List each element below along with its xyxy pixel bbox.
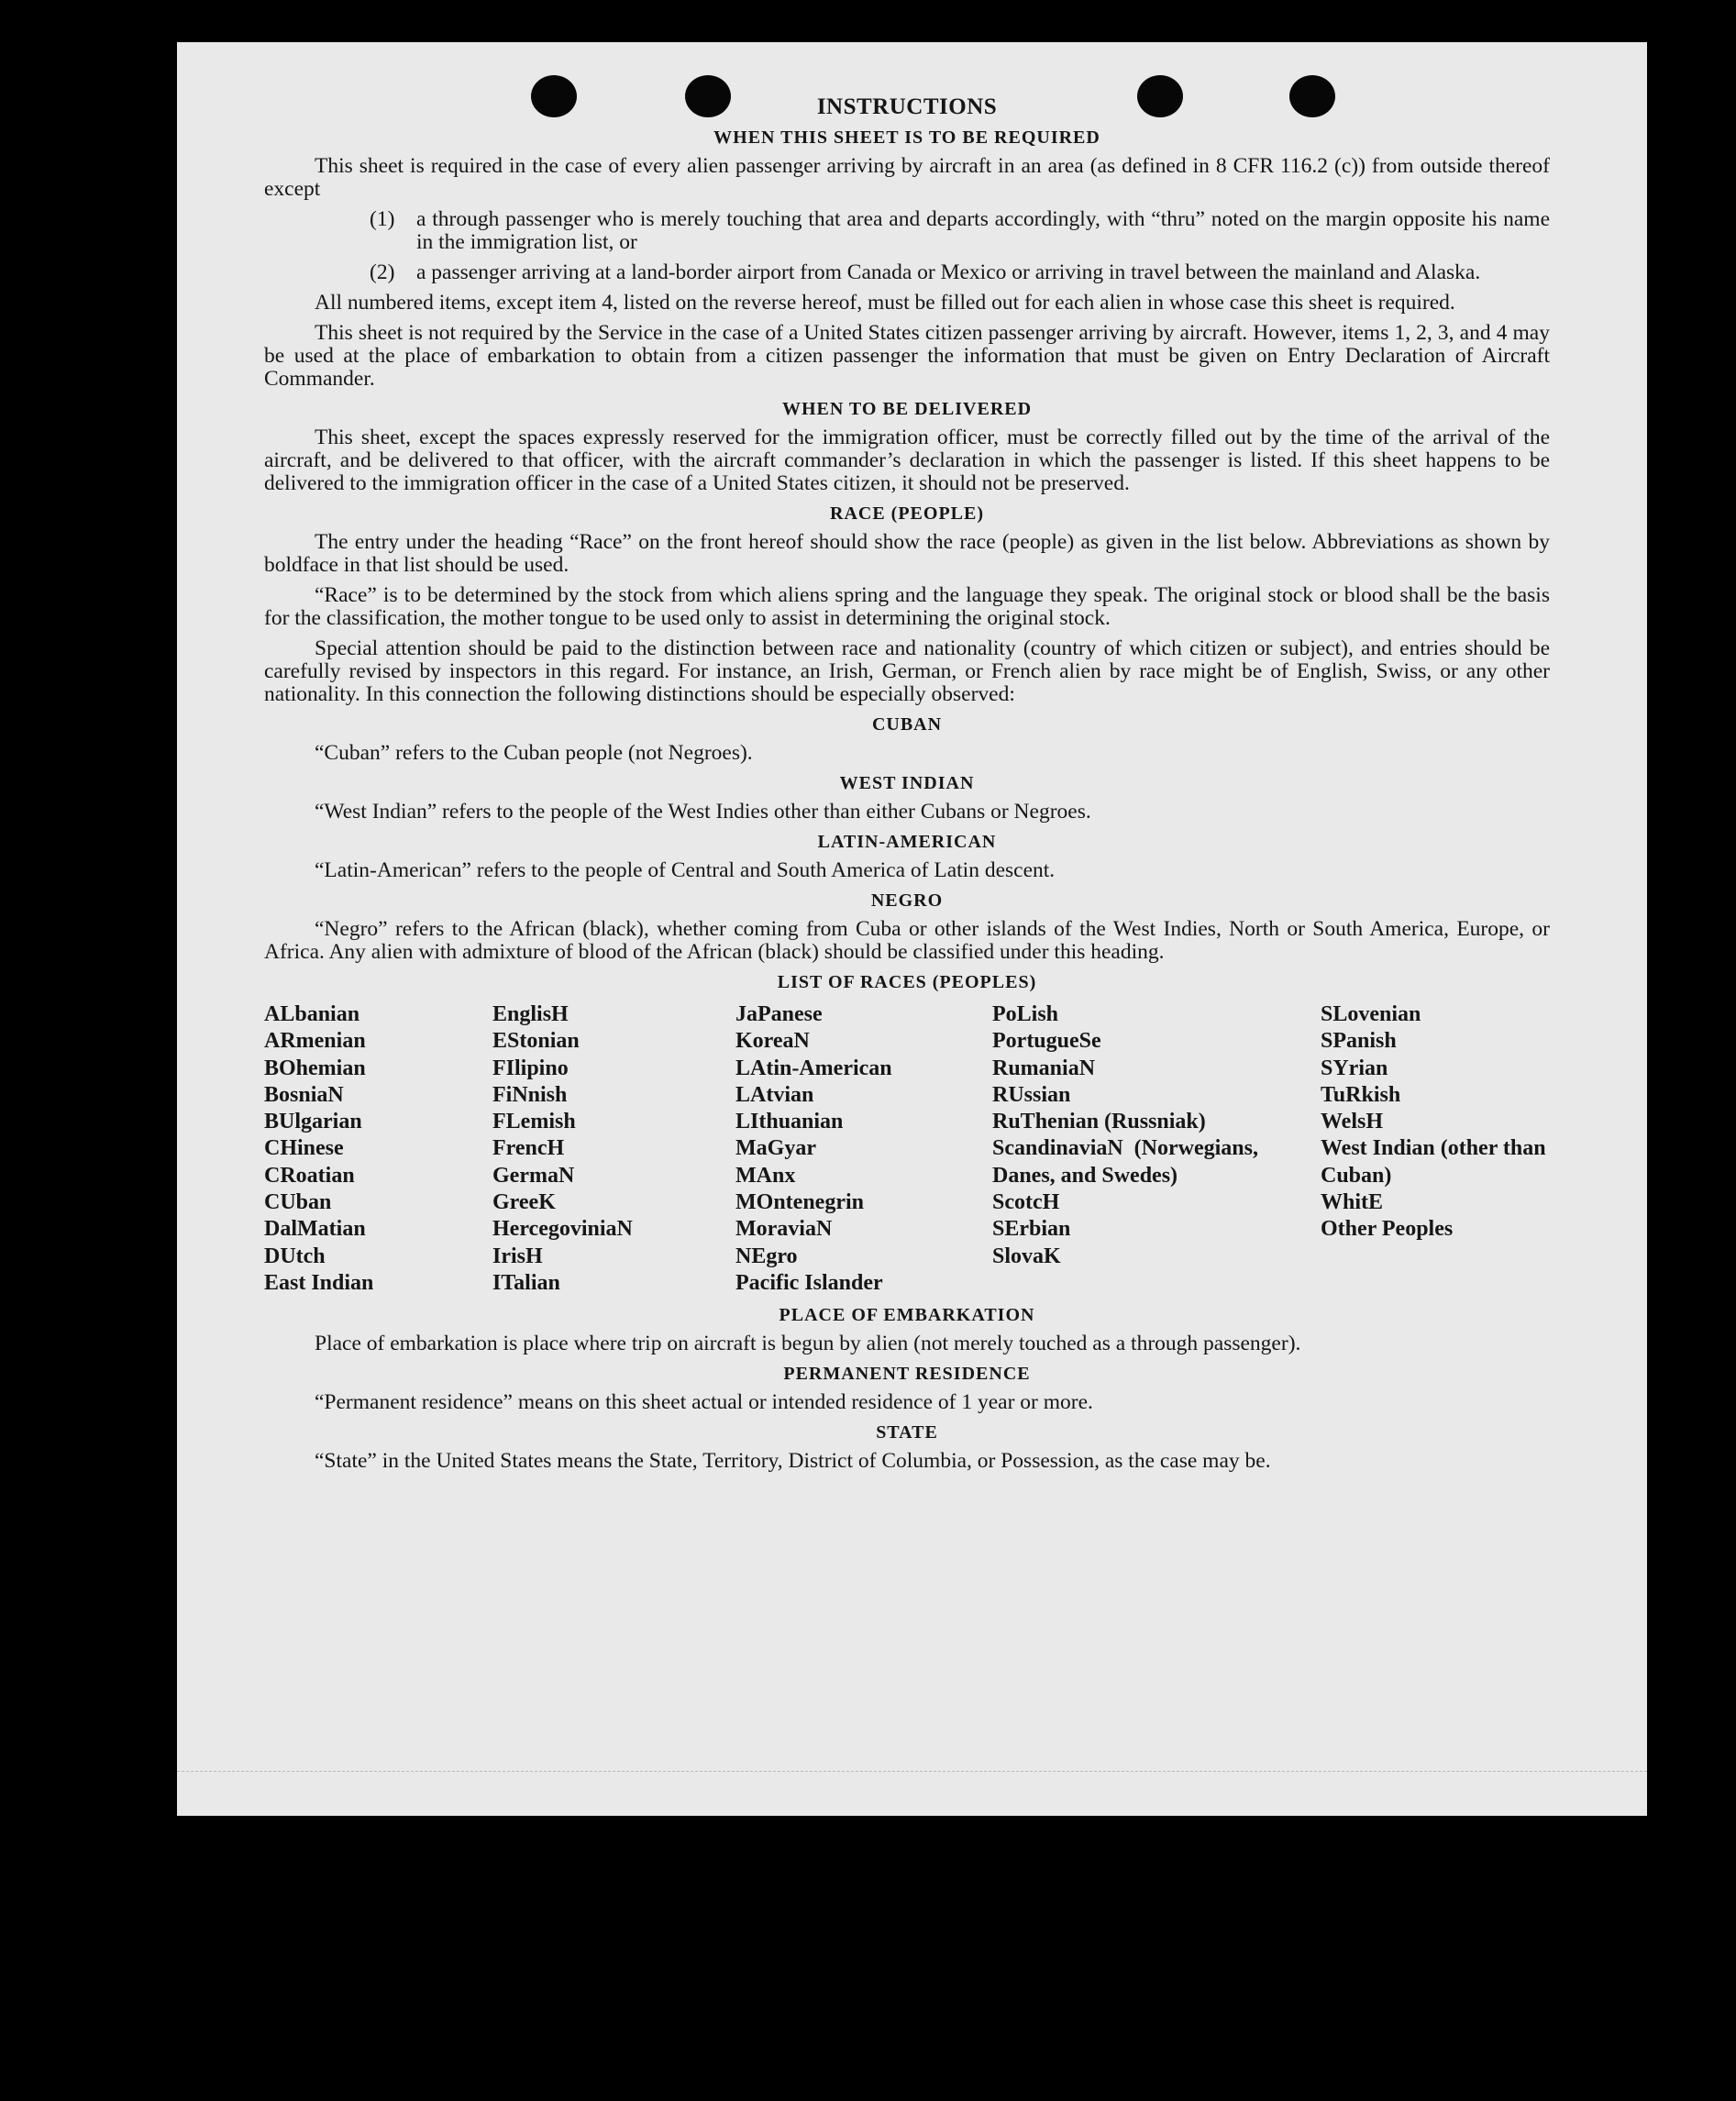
race-column <box>735 1001 992 1297</box>
paragraph: Place of embarkation is place where trip on aircraft is begun by alien (not merely touched as a through passenger). <box>315 1332 1301 1356</box>
section-heading: RACE (PEOPLE) <box>830 503 984 524</box>
race-item: NEgro <box>735 1244 798 1268</box>
race-item: MoraviaN <box>735 1217 833 1242</box>
race-item: WelsH <box>1321 1110 1384 1134</box>
race-item: SYrian <box>1321 1056 1388 1080</box>
race-item: RuThenian (Russniak) <box>992 1110 1206 1134</box>
paragraph: “Cuban” refers to the Cuban people (not Negroes). <box>315 741 753 765</box>
race-item: LAtin-American <box>735 1056 892 1080</box>
race-item: PoLish <box>992 1002 1059 1026</box>
race-item: BosniaN <box>264 1082 344 1107</box>
race-column <box>992 1001 1321 1297</box>
paragraph: Special attention should be paid to the distinction between race and nationality (country of which citizen or subject), and entries should be carefully revised by inspectors in this regard. For instance, an Irish, German, or French alien by race might be of English, Swiss, or any other nationality. In this connection the following distinctions should be especially observed: <box>264 636 1550 706</box>
race-item: ALbanian <box>264 1002 360 1026</box>
race-item: Other Peoples <box>1321 1217 1454 1242</box>
race-item: RumaniaN <box>992 1056 1096 1080</box>
instructions-content <box>264 95 1550 1480</box>
paragraph: This sheet is not required by the Service in the case of a United States citizen passenger arriving by aircraft. However, items 1, 2, 3, and 4 may be used at the place of embarkation to obtain from a citizen passenger the information that must be given on Entry Declaration of Aircraft Commander. <box>264 321 1550 391</box>
race-item: SErbian <box>992 1217 1071 1242</box>
race-item: FIlipino <box>492 1056 569 1080</box>
section-heading: PLACE OF EMBARKATION <box>779 1305 1035 1326</box>
paragraph: “Race” is to be determined by the stock from which aliens spring and the language they speak. The original stock or blood shall be the basis for the classification, the mother tongue to be used only to assist in determining the original stock. <box>264 583 1550 630</box>
race-item: FLemish <box>492 1110 576 1134</box>
paragraph: “State” in the United States means the State, Territory, District of Columbia, or Possession, as the case may be. <box>315 1449 1271 1474</box>
race-item: HercegoviniaN <box>492 1217 633 1242</box>
paragraph: “Latin-American” refers to the people of Central and South America of Latin descent. <box>315 858 1056 882</box>
race-column <box>1321 1001 1550 1297</box>
race-item: TuRkish <box>1321 1082 1401 1107</box>
race-item: FrencH <box>492 1136 565 1161</box>
race-item: SlovaK <box>992 1244 1061 1268</box>
race-item: CHinese <box>264 1136 344 1161</box>
race-column <box>492 1001 735 1297</box>
race-list <box>264 1001 1550 1297</box>
race-item: BUlgarian <box>264 1110 362 1134</box>
item-text: a through passenger who is merely touching that area and departs accordingly, with “thru” noted on the margin opposite his name in the immigration list, or <box>416 207 1550 254</box>
race-item: KoreaN <box>735 1029 810 1054</box>
paragraph: “West Indian” refers to the people of the West Indies other than either Cubans or Negroes. <box>315 800 1091 824</box>
race-item: West Indian (other than Cuban) <box>1321 1136 1546 1188</box>
section-heading: LATIN-AMERICAN <box>817 832 997 852</box>
section-heading: NEGRO <box>870 890 944 911</box>
paragraph: “Permanent residence” means on this sheet actual or intended residence of 1 year or more. <box>315 1390 1093 1415</box>
item-number: (2) <box>370 260 395 284</box>
race-item: GreeK <box>492 1190 556 1215</box>
document-page <box>177 42 1647 1816</box>
numbered-item <box>370 261 1550 284</box>
race-item: LAtvian <box>735 1082 814 1107</box>
section-heading: WEST INDIAN <box>839 773 975 793</box>
numbered-item <box>370 208 1550 254</box>
race-item: EnglisH <box>492 1002 569 1026</box>
race-item: ITalian <box>492 1270 560 1295</box>
race-item: CUban <box>264 1190 332 1215</box>
section-heading: STATE <box>876 1422 938 1443</box>
race-item: EStonian <box>492 1029 580 1054</box>
race-item: WhitE <box>1321 1190 1384 1215</box>
race-item: IrisH <box>492 1244 543 1268</box>
race-item: MaGyar <box>735 1136 816 1161</box>
race-item: GermaN <box>492 1163 575 1188</box>
race-item: BOhemian <box>264 1056 366 1080</box>
race-item: CRoatian <box>264 1163 355 1188</box>
race-item: East Indian <box>264 1270 374 1295</box>
race-column <box>264 1001 492 1297</box>
race-item: LIthuanian <box>735 1110 844 1134</box>
race-item: MAnx <box>735 1163 796 1188</box>
section-heading: WHEN THIS SHEET IS TO BE REQUIRED <box>713 127 1100 148</box>
paragraph: The entry under the heading “Race” on the front hereof should show the race (people) as given in the list below. Abbreviations as shown by boldface in that list should be used. <box>264 530 1550 577</box>
paragraph: All numbered items, except item 4, listed on the reverse hereof, must be filled out for each alien in whose case this sheet is required. <box>315 291 1455 315</box>
race-item: ScotcH <box>992 1190 1060 1215</box>
race-item: JaPanese <box>735 1002 823 1026</box>
race-item: SPanish <box>1321 1029 1397 1054</box>
race-item: PortugueSe <box>992 1029 1101 1054</box>
page-title: INSTRUCTIONS <box>816 94 998 119</box>
race-item: SLovenian <box>1321 1002 1421 1026</box>
race-item: Pacific Islander <box>735 1270 883 1295</box>
race-item: FiNnish <box>492 1082 568 1107</box>
race-item: ScandinaviaN (Norwegians, Danes, and Swedes) <box>992 1136 1258 1188</box>
section-heading: LIST OF RACES (PEOPLES) <box>777 972 1037 992</box>
paragraph: This sheet, except the spaces expressly reserved for the immigration officer, must be correctly filled out by the time of the arrival of the aircraft, and be delivered to that officer, with the aircraft commander’s declaration in which the passenger is listed. If this sheet happens to be delivered to the immigration officer in the case of a United States citizen, it should not be preserved. <box>264 426 1550 495</box>
fold-line <box>177 1771 1647 1774</box>
race-item: RUssian <box>992 1082 1071 1107</box>
race-item: MOntenegrin <box>735 1190 864 1215</box>
section-heading: CUBAN <box>871 714 943 735</box>
race-item: DalMatian <box>264 1217 366 1242</box>
item-text: a passenger arriving at a land-border airport from Canada or Mexico or arriving in travel between the mainland and Alaska. <box>416 260 1481 284</box>
paragraph: “Negro” refers to the African (black), whether coming from Cuba or other islands of the West Indies, North or South America, Europe, or Africa. Any alien with admixture of blood of the African (black) should be classified under this heading. <box>264 917 1550 964</box>
race-item: ARmenian <box>264 1029 366 1054</box>
section-heading: WHEN TO BE DELIVERED <box>781 399 1033 419</box>
item-number: (1) <box>370 207 395 231</box>
section-heading: PERMANENT RESIDENCE <box>783 1364 1031 1385</box>
paragraph: This sheet is required in the case of every alien passenger arriving by aircraft in an area (as defined in 8 CFR 116.2 (c)) from outside thereof except <box>264 154 1550 201</box>
race-item: DUtch <box>264 1244 326 1268</box>
